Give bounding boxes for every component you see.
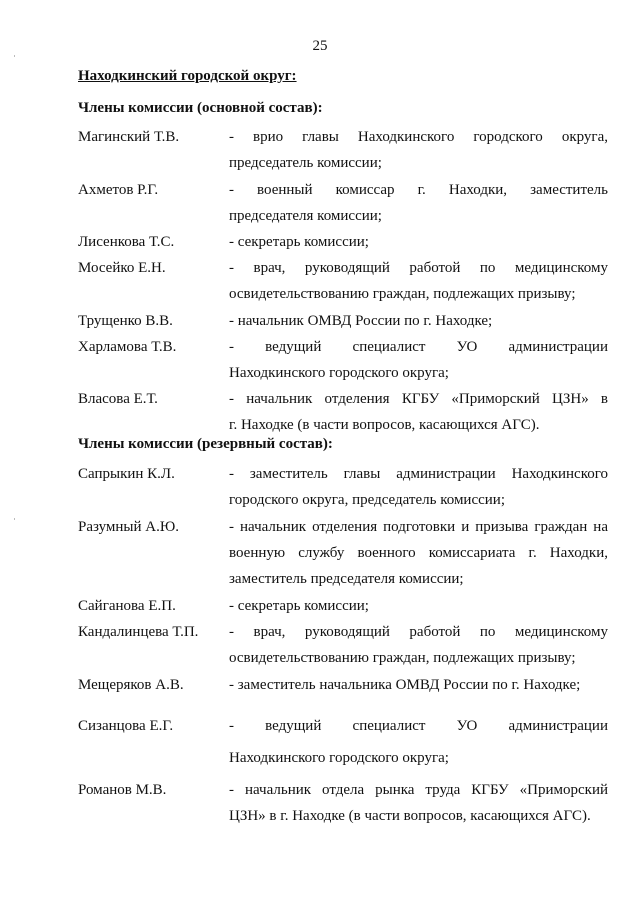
role-line: заместитель председателя комиссии; xyxy=(229,571,464,587)
role-line: председателя комиссии; xyxy=(229,208,382,224)
member-name: Лисенкова Т.С. xyxy=(78,234,175,250)
role-line: - заместитель начальника ОМВД России по г. Находке; xyxy=(229,677,581,693)
member-name: Сайганова Е.П. xyxy=(78,598,176,614)
member-role xyxy=(229,125,608,177)
role-line: - начальник отдела рынка труда КГБУ «Приморский xyxy=(229,782,608,798)
member-role xyxy=(229,256,608,308)
member-name: Романов М.В. xyxy=(78,782,167,798)
member-role xyxy=(229,309,608,335)
member-role xyxy=(229,515,608,593)
member-role xyxy=(229,778,608,830)
role-line: - военный комиссар г. Находки, заместитель xyxy=(229,182,608,198)
role-line: ЦЗН» в г. Находке (в части вопросов, касающихся АГС). xyxy=(229,808,591,824)
role-line: городского округа, председатель комиссии; xyxy=(229,492,505,508)
member-role xyxy=(229,620,608,672)
member-name: Мещеряков А.В. xyxy=(78,677,184,693)
role-line: - врач, руководящий работой по медицинскому xyxy=(229,624,608,640)
member-role xyxy=(229,462,608,514)
reserve-section-title: Члены комиссии (резервный состав): xyxy=(78,436,333,452)
role-line: председатель комиссии; xyxy=(229,155,382,171)
role-line: - секретарь комиссии; xyxy=(229,234,369,250)
member-name: Власова Е.Т. xyxy=(78,391,158,407)
role-line: - начальник ОМВД России по г. Находке; xyxy=(229,313,493,329)
member-name: Сапрыкин К.Л. xyxy=(78,466,175,482)
role-line: г. Находке (в части вопросов, касающихся АГС). xyxy=(229,417,540,433)
member-role xyxy=(229,230,608,256)
margin-mark xyxy=(14,518,15,520)
member-role xyxy=(229,335,608,387)
main-section-title: Члены комиссии (основной состав): xyxy=(78,100,323,116)
role-line: Находкинского городского округа; xyxy=(229,750,449,766)
role-line: - заместитель главы администрации Находкинского xyxy=(229,466,608,482)
role-line: - ведущий специалист УО администрации xyxy=(229,339,608,355)
role-line: - ведущий специалист УО администрации xyxy=(229,718,608,734)
margin-mark xyxy=(14,55,15,57)
member-name: Сизанцова Е.Г. xyxy=(78,718,174,734)
role-line: освидетельствованию граждан, подлежащих призыву; xyxy=(229,650,576,666)
member-role xyxy=(229,594,608,620)
document-heading: Находкинский городской округ: xyxy=(78,68,297,84)
member-role xyxy=(229,673,608,699)
member-name: Кандалинцева Т.П. xyxy=(78,624,199,640)
member-name: Харламова Т.В. xyxy=(78,339,177,355)
member-name: Разумный А.Ю. xyxy=(78,519,180,535)
role-line: - секретарь комиссии; xyxy=(229,598,369,614)
member-role xyxy=(229,178,608,230)
role-line: освидетельствованию граждан, подлежащих призыву; xyxy=(229,286,576,302)
page-number: 25 xyxy=(312,38,328,54)
member-name: Мосейко Е.Н. xyxy=(78,260,166,276)
role-line: военную службу военного комиссариата г. Находки, xyxy=(229,545,608,561)
role-line: Находкинского городского округа; xyxy=(229,365,449,381)
member-name: Ахметов Р.Г. xyxy=(78,182,159,198)
member-role xyxy=(229,387,608,439)
role-line: - врио главы Находкинского городского округа, xyxy=(229,129,608,145)
member-role xyxy=(229,714,608,778)
member-name: Магинский Т.В. xyxy=(78,129,180,145)
role-line: - начальник отделения подготовки и призыва граждан на xyxy=(229,519,608,535)
role-line: - врач, руководящий работой по медицинскому xyxy=(229,260,608,276)
role-line: - начальник отделения КГБУ «Приморский ЦЗН» в xyxy=(229,391,608,407)
member-name: Трущенко В.В. xyxy=(78,313,173,329)
